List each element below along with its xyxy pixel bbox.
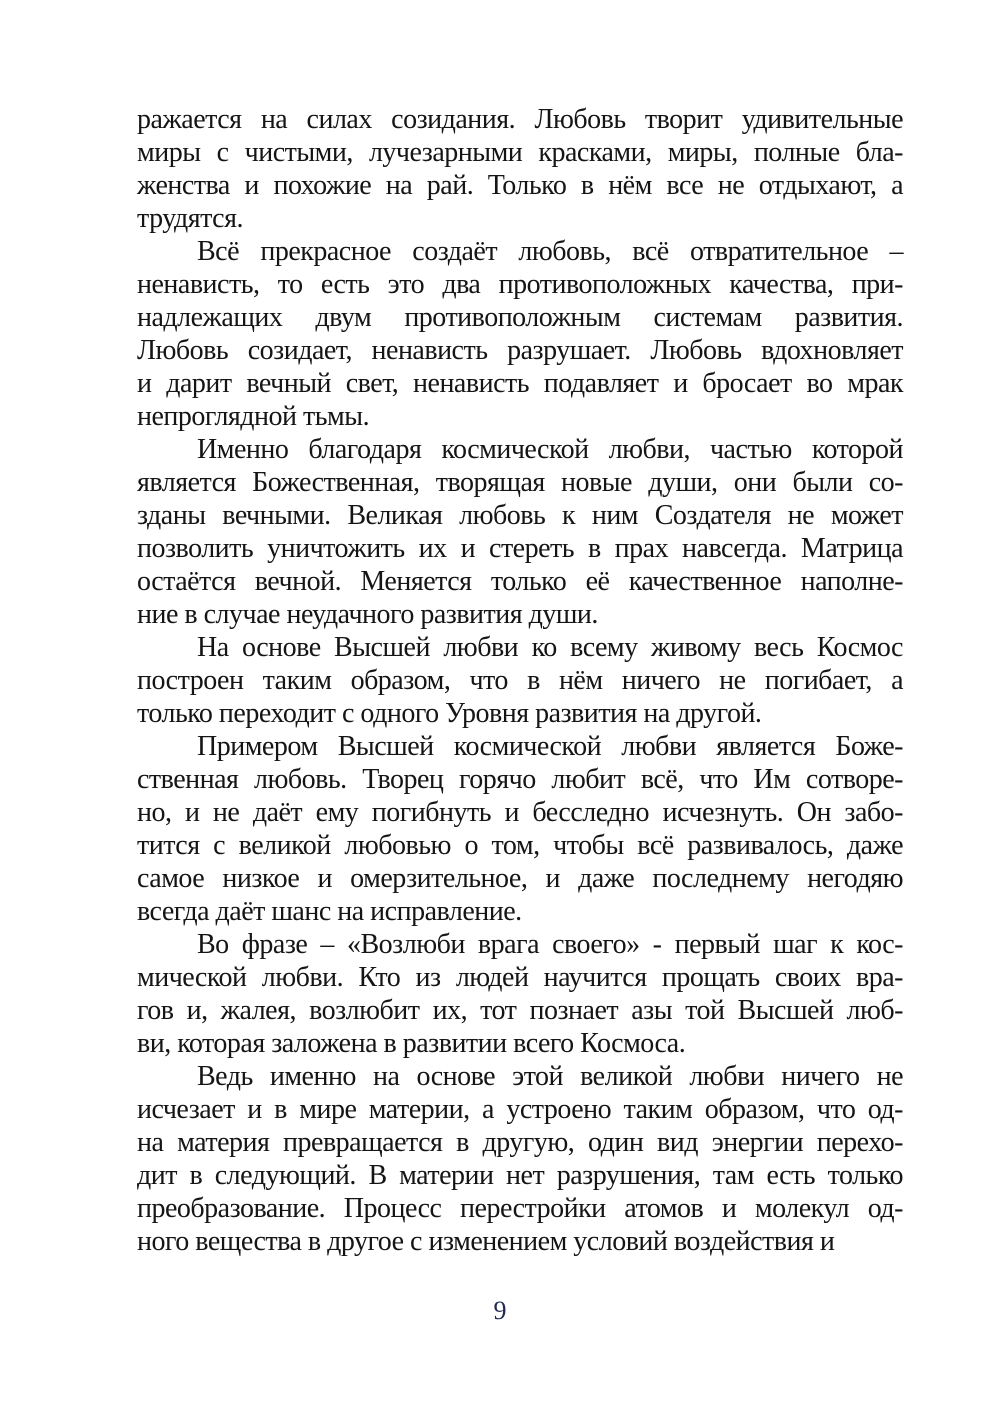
- text-line: Примером Высшей космической любви является Боже-: [197, 731, 903, 762]
- text-line: является Божественная, творящая новые души, они были со-: [137, 467, 903, 498]
- text-line: ного вещества в другое с изменением условий воздействия и: [137, 1226, 835, 1257]
- text-line: остаётся вечной. Меняется только её качественное наполне-: [137, 566, 903, 597]
- text-line: ние в случае неудачного развития души.: [137, 599, 598, 630]
- text-line: Любовь созидает, ненависть разрушает. Любовь вдохновляет: [137, 335, 903, 366]
- text-line: но, и не даёт ему погибнуть и бесследно исчезнуть. Он забо-: [137, 797, 903, 828]
- text-line: Во фразе – «Возлюби врага своего» - первый шаг к кос-: [197, 929, 903, 960]
- text-line: самое низкое и омерзительное, и даже последнему негодяю: [137, 863, 903, 894]
- text-line: ненависть, то есть это два противоположных качества, при-: [137, 269, 903, 300]
- paragraph: [137, 1060, 903, 1258]
- text-line: построен таким образом, что в нём ничего не погибает, а: [137, 665, 903, 696]
- text-line: надлежащих двум противоположным системам развития.: [137, 302, 903, 333]
- paragraph: [137, 928, 903, 1060]
- text-line: Ведь именно на основе этой великой любви ничего не: [197, 1061, 903, 1092]
- text-line: исчезает и в мире материи, а устроено таким образом, что од-: [137, 1094, 903, 1125]
- text-line: На основе Высшей любви ко всему живому весь Космос: [197, 632, 903, 663]
- text-line: только переходит с одного Уровня развития на другой.: [137, 698, 762, 729]
- text-line: непроглядной тьмы.: [137, 401, 370, 432]
- text-line: мической любви. Кто из людей научится прощать своих вра-: [137, 962, 903, 993]
- text-line: трудятся.: [137, 203, 243, 234]
- text-line: на материя превращается в другую, один вид энергии перехо-: [137, 1127, 903, 1158]
- text-line: миры с чистыми, лучезарными красками, миры, полные бла-: [137, 137, 903, 168]
- text-line: тится с великой любовью о том, чтобы всё развивалось, даже: [137, 830, 903, 861]
- text-line: позволить уничтожить их и стереть в прах навсегда. Матрица: [137, 533, 903, 564]
- text-line: зданы вечными. Великая любовь к ним Создателя не может: [137, 500, 903, 531]
- page-number: 9: [493, 1296, 507, 1325]
- text-line: всегда даёт шанс на исправление.: [137, 896, 522, 927]
- text-line: гов и, жалея, возлюбит их, тот познает азы той Высшей люб-: [137, 995, 903, 1026]
- paragraph: [137, 730, 903, 928]
- paragraph: [137, 103, 903, 235]
- text-line: ственная любовь. Творец горячо любит всё, что Им сотворе-: [137, 764, 903, 795]
- text-line: преобразование. Процесс перестройки атомов и молекул од-: [137, 1193, 903, 1224]
- text-line: Именно благодаря космической любви, частью которой: [197, 434, 903, 465]
- page-text: [137, 103, 903, 1258]
- text-line: Всё прекрасное создаёт любовь, всё отвратительное –: [197, 236, 903, 267]
- paragraph: [137, 235, 903, 433]
- paragraph: [137, 631, 903, 730]
- text-line: ражается на силах созидания. Любовь творит удивительные: [137, 104, 903, 135]
- text-line: и дарит вечный свет, ненависть подавляет и бросает во мрак: [137, 368, 903, 399]
- text-line: женства и похожие на рай. Только в нём все не отдыхают, а: [137, 170, 903, 201]
- text-line: дит в следующий. В материи нет разрушения, там есть только: [137, 1160, 903, 1191]
- text-line: ви, которая заложена в развитии всего Космоса.: [137, 1028, 686, 1059]
- paragraph: [137, 433, 903, 631]
